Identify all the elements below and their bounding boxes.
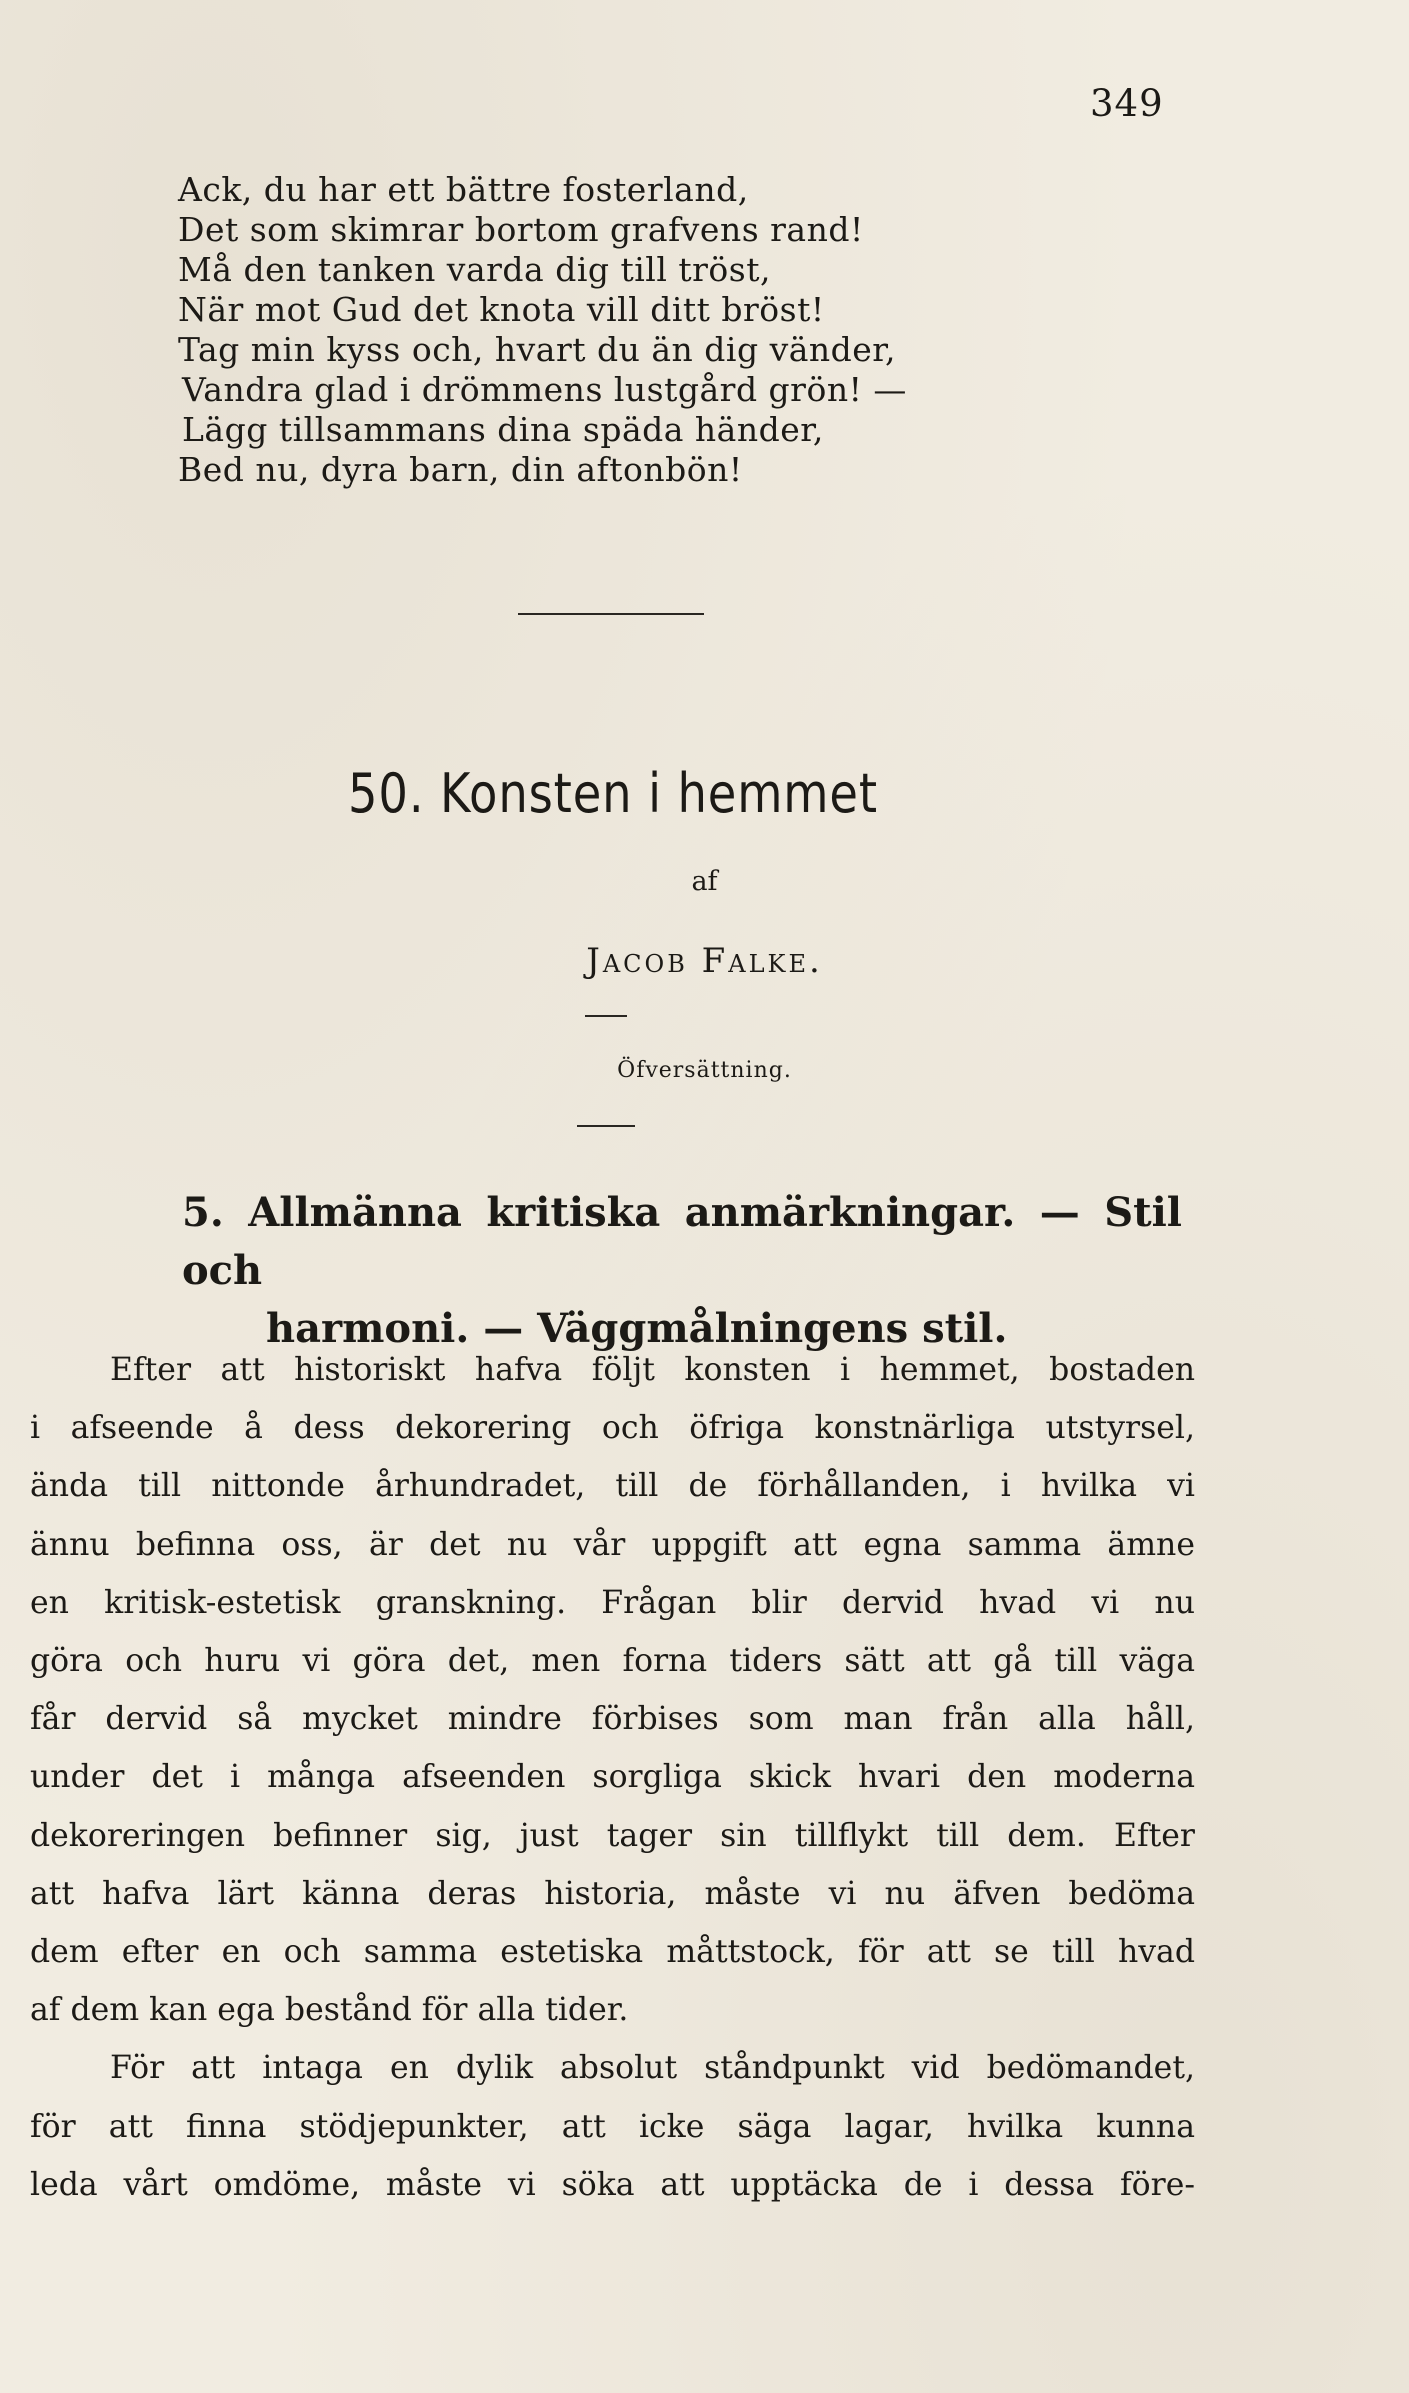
text-line: För att intaga en dylik absolut ståndpunkt vid bedömandet, [110, 2050, 1195, 2087]
body-text [30, 1341, 1195, 2214]
text-line: dekoreringen befinner sig, just tager sin tillflykt till dem. Efter [30, 1817, 1195, 1854]
section-heading-line: 5. Allmänna kritiska anmärkningar. — Stil och [182, 1189, 1182, 1294]
text-line: ända till nittonde århundradet, till de förhållanden, i hvilka vi [30, 1468, 1195, 1505]
text-line: göra och huru vi göra det, men forna tiders sätt att gå till väga [30, 1643, 1195, 1680]
poem-line: Lägg tillsammans dina späda händer, [182, 410, 824, 449]
poem-line: Vandra glad i drömmens lustgård grön! — [182, 370, 907, 409]
paragraph [30, 2039, 1195, 2214]
text-line: en kritisk-estetisk granskning. Frågan blir dervid hvad vi nu [30, 1584, 1195, 1621]
poem-line: Det som skimrar bortom grafvens rand! [178, 210, 864, 249]
poem-stanza [178, 170, 907, 490]
text-line: Efter att historiskt hafva följt konsten i hemmet, bostaden [110, 1352, 1195, 1388]
poem-line: När mot Gud det knota vill ditt bröst! [178, 290, 825, 329]
text-line: af dem kan ega bestånd för alla tider. [30, 1992, 629, 2029]
text-line: under det i många afseenden sorgliga skick hvari den moderna [30, 1759, 1195, 1796]
text-line: att hafva lärt känna deras historia, måste vi nu äfven bedöma [30, 1875, 1195, 1912]
author-name: Jacob Falke. [586, 941, 823, 981]
poem-line: Ack, du har ett bättre fosterland, [178, 170, 749, 209]
translation-note: Öfversättning. [617, 1058, 792, 1083]
section-heading-line: harmoni. — Väggmålningens stil. [266, 1305, 1008, 1352]
paragraph [30, 1341, 1195, 2039]
byline: af [691, 866, 718, 897]
section-heading [182, 1184, 1182, 1358]
poem-end-rule [518, 613, 704, 615]
poem-line: Tag min kyss och, hvart du än dig vänder, [178, 330, 896, 369]
text-line: dem efter en och samma estetiska måttstock, för att se till hvad [30, 1934, 1195, 1971]
section-rule [577, 1125, 635, 1127]
text-line: i afseende å dess dekorering och öfriga konstnärliga utstyrsel, [30, 1410, 1195, 1447]
chapter-title: 50. Konsten i hemmet [348, 762, 878, 825]
text-line: får dervid så mycket mindre förbises som man från alla håll, [30, 1701, 1195, 1738]
text-line: leda vårt omdöme, måste vi söka att upptäcka de i dessa före- [30, 2166, 1195, 2203]
page-number: 349 [1090, 82, 1164, 125]
author-rule [585, 1015, 627, 1017]
text-line: för att finna stödjepunkter, att icke säga lagar, hvilka kunna [30, 2108, 1195, 2145]
poem-line: Bed nu, dyra barn, din aftonbön! [178, 450, 743, 489]
poem-line: Må den tanken varda dig till tröst, [178, 250, 771, 289]
text-line: ännu befinna oss, är det nu vår uppgift att egna samma ämne [30, 1526, 1195, 1563]
